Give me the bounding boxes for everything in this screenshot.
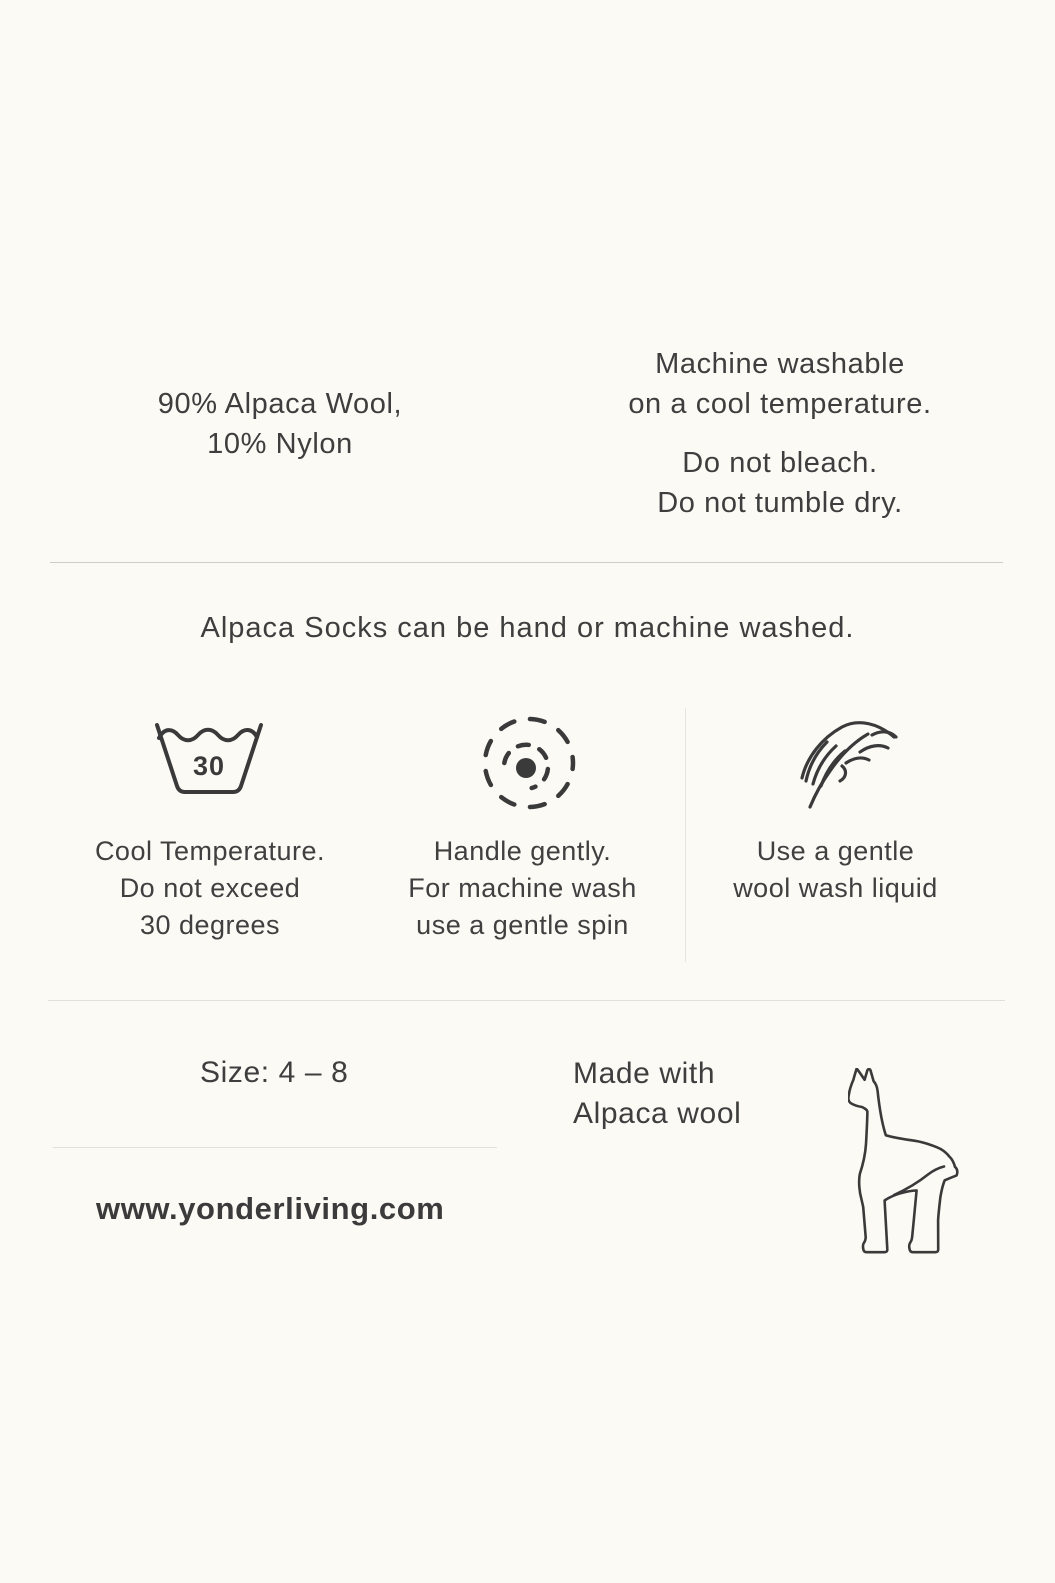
care-summary-line: Do not tumble dry. — [657, 487, 903, 519]
wash-basin-30-icon — [153, 722, 265, 796]
column-divider — [685, 708, 686, 962]
caption-line: For machine wash — [408, 873, 637, 903]
care-summary-para-2 — [560, 443, 1000, 523]
fabric-composition — [80, 384, 480, 464]
caption-line: Use a gentle — [756, 836, 915, 866]
gentle-cycle-icon — [478, 713, 578, 813]
care-summary — [560, 344, 1000, 523]
caption-line: 30 degrees — [139, 910, 281, 940]
composition-line-1: 90% Alpaca Wool, — [157, 388, 403, 420]
wash-temperature-number: 30 — [192, 751, 226, 781]
caption-line: Cool Temperature. — [94, 836, 326, 866]
made-with-line-2: Alpaca wool — [573, 1097, 742, 1130]
website-url: www.yonderliving.com — [96, 1191, 445, 1226]
caption-line: Do not exceed — [119, 873, 301, 903]
made-with-label — [573, 1054, 741, 1134]
caption-line: wool wash liquid — [733, 873, 938, 903]
care-summary-line: Machine washable — [655, 348, 905, 380]
divider-middle — [48, 1000, 1005, 1001]
care-summary-para-1 — [560, 344, 1000, 424]
care-caption-gentle — [370, 833, 675, 944]
size-label: Size: 4 – 8 — [200, 1056, 349, 1089]
divider-top — [50, 562, 1003, 563]
care-summary-line: Do not bleach. — [682, 447, 878, 479]
care-summary-line: on a cool temperature. — [628, 388, 932, 420]
caption-line: use a gentle spin — [416, 910, 629, 940]
care-caption-temperature — [55, 833, 365, 944]
made-with-line-1: Made with — [573, 1057, 716, 1090]
caption-line: Handle gently. — [433, 836, 612, 866]
feather-icon — [795, 711, 900, 811]
divider-bottom — [53, 1147, 497, 1148]
alpaca-icon — [848, 1068, 960, 1255]
care-caption-detergent — [688, 833, 983, 907]
composition-line-2: 10% Nylon — [207, 428, 353, 460]
wash-heading: Alpaca Socks can be hand or machine washed. — [200, 612, 855, 644]
